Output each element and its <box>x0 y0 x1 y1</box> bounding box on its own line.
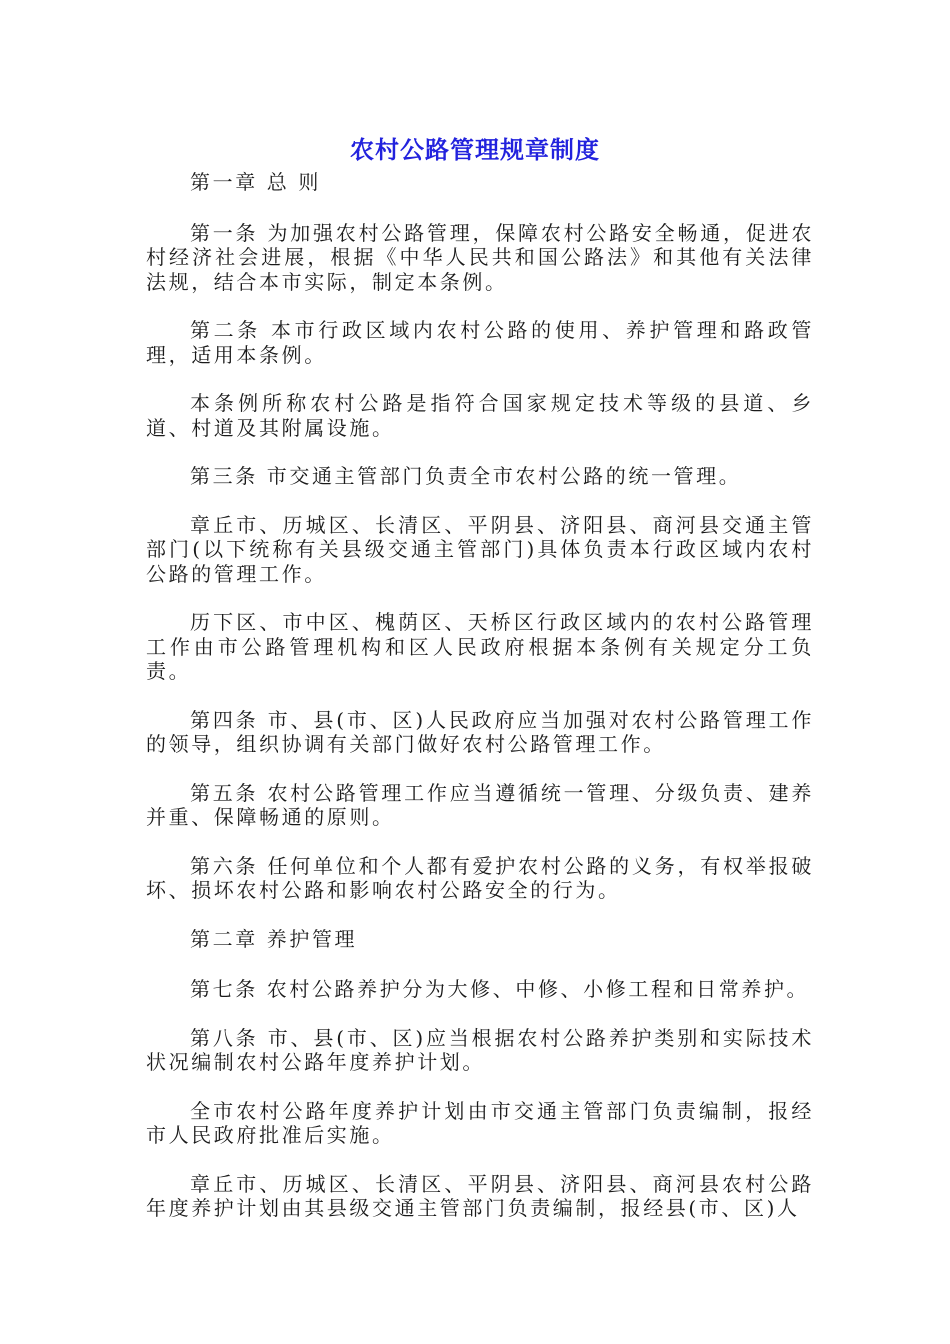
article-paragraph: 第三条 市交通主管部门负责全市农村公路的统一管理。 <box>190 464 742 488</box>
article-paragraph: 第八条 市、县(市、区)应当根据农村公路养护类别和实际技术状况编制农村公路年度养护计划。 <box>146 1025 814 1074</box>
article-paragraph: 本条例所称农村公路是指符合国家规定技术等级的县道、乡道、村道及其附属设施。 <box>146 391 814 440</box>
article-paragraph: 第七条 农村公路养护分为大修、中修、小修工程和日常养护。 <box>190 977 810 1001</box>
article-paragraph: 章丘市、历城区、长清区、平阴县、济阳县、商河县交通主管部门(以下统称有关县级交通主管部门)具体负责本行政区域内农村公路的管理工作。 <box>146 512 814 586</box>
article-paragraph: 第四条 市、县(市、区)人民政府应当加强对农村公路管理工作的领导，组织协调有关部门做好农村公路管理工作。 <box>146 707 814 756</box>
article-paragraph: 第一条 为加强农村公路管理，保障农村公路安全畅通，促进农村经济社会进展，根据《中华人民共和国公路法》和其他有关法律法规，结合本市实际，制定本条例。 <box>146 220 814 294</box>
article-paragraph: 历下区、市中区、槐荫区、天桥区行政区域内的农村公路管理工作由市公路管理机构和区人民政府根据本条例有关规定分工负责。 <box>146 610 814 683</box>
article-paragraph: 第五条 农村公路管理工作应当遵循统一管理、分级负责、建养并重、保障畅通的原则。 <box>146 780 814 829</box>
article-paragraph: 章丘市、历城区、长清区、平阴县、济阳县、商河县农村公路年度养护计划由其县级交通主管部门负责编制，报经县(市、区)人 <box>146 1171 814 1220</box>
chapter-heading: 第二章 养护管理 <box>190 926 358 951</box>
article-paragraph: 第六条 任何单位和个人都有爱护农村公路的义务，有权举报破坏、损坏农村公路和影响农村公路安全的行为。 <box>146 853 814 902</box>
chapter-heading: 第一章 总 则 <box>190 170 321 194</box>
article-paragraph: 第二条 本市行政区域内农村公路的使用、养护管理和路政管理，适用本条例。 <box>146 318 814 367</box>
document-title: 农村公路管理规章制度 <box>350 136 600 164</box>
document-body <box>146 170 814 1245</box>
article-paragraph: 全市农村公路年度养护计划由市交通主管部门负责编制，报经市人民政府批准后实施。 <box>146 1098 814 1147</box>
